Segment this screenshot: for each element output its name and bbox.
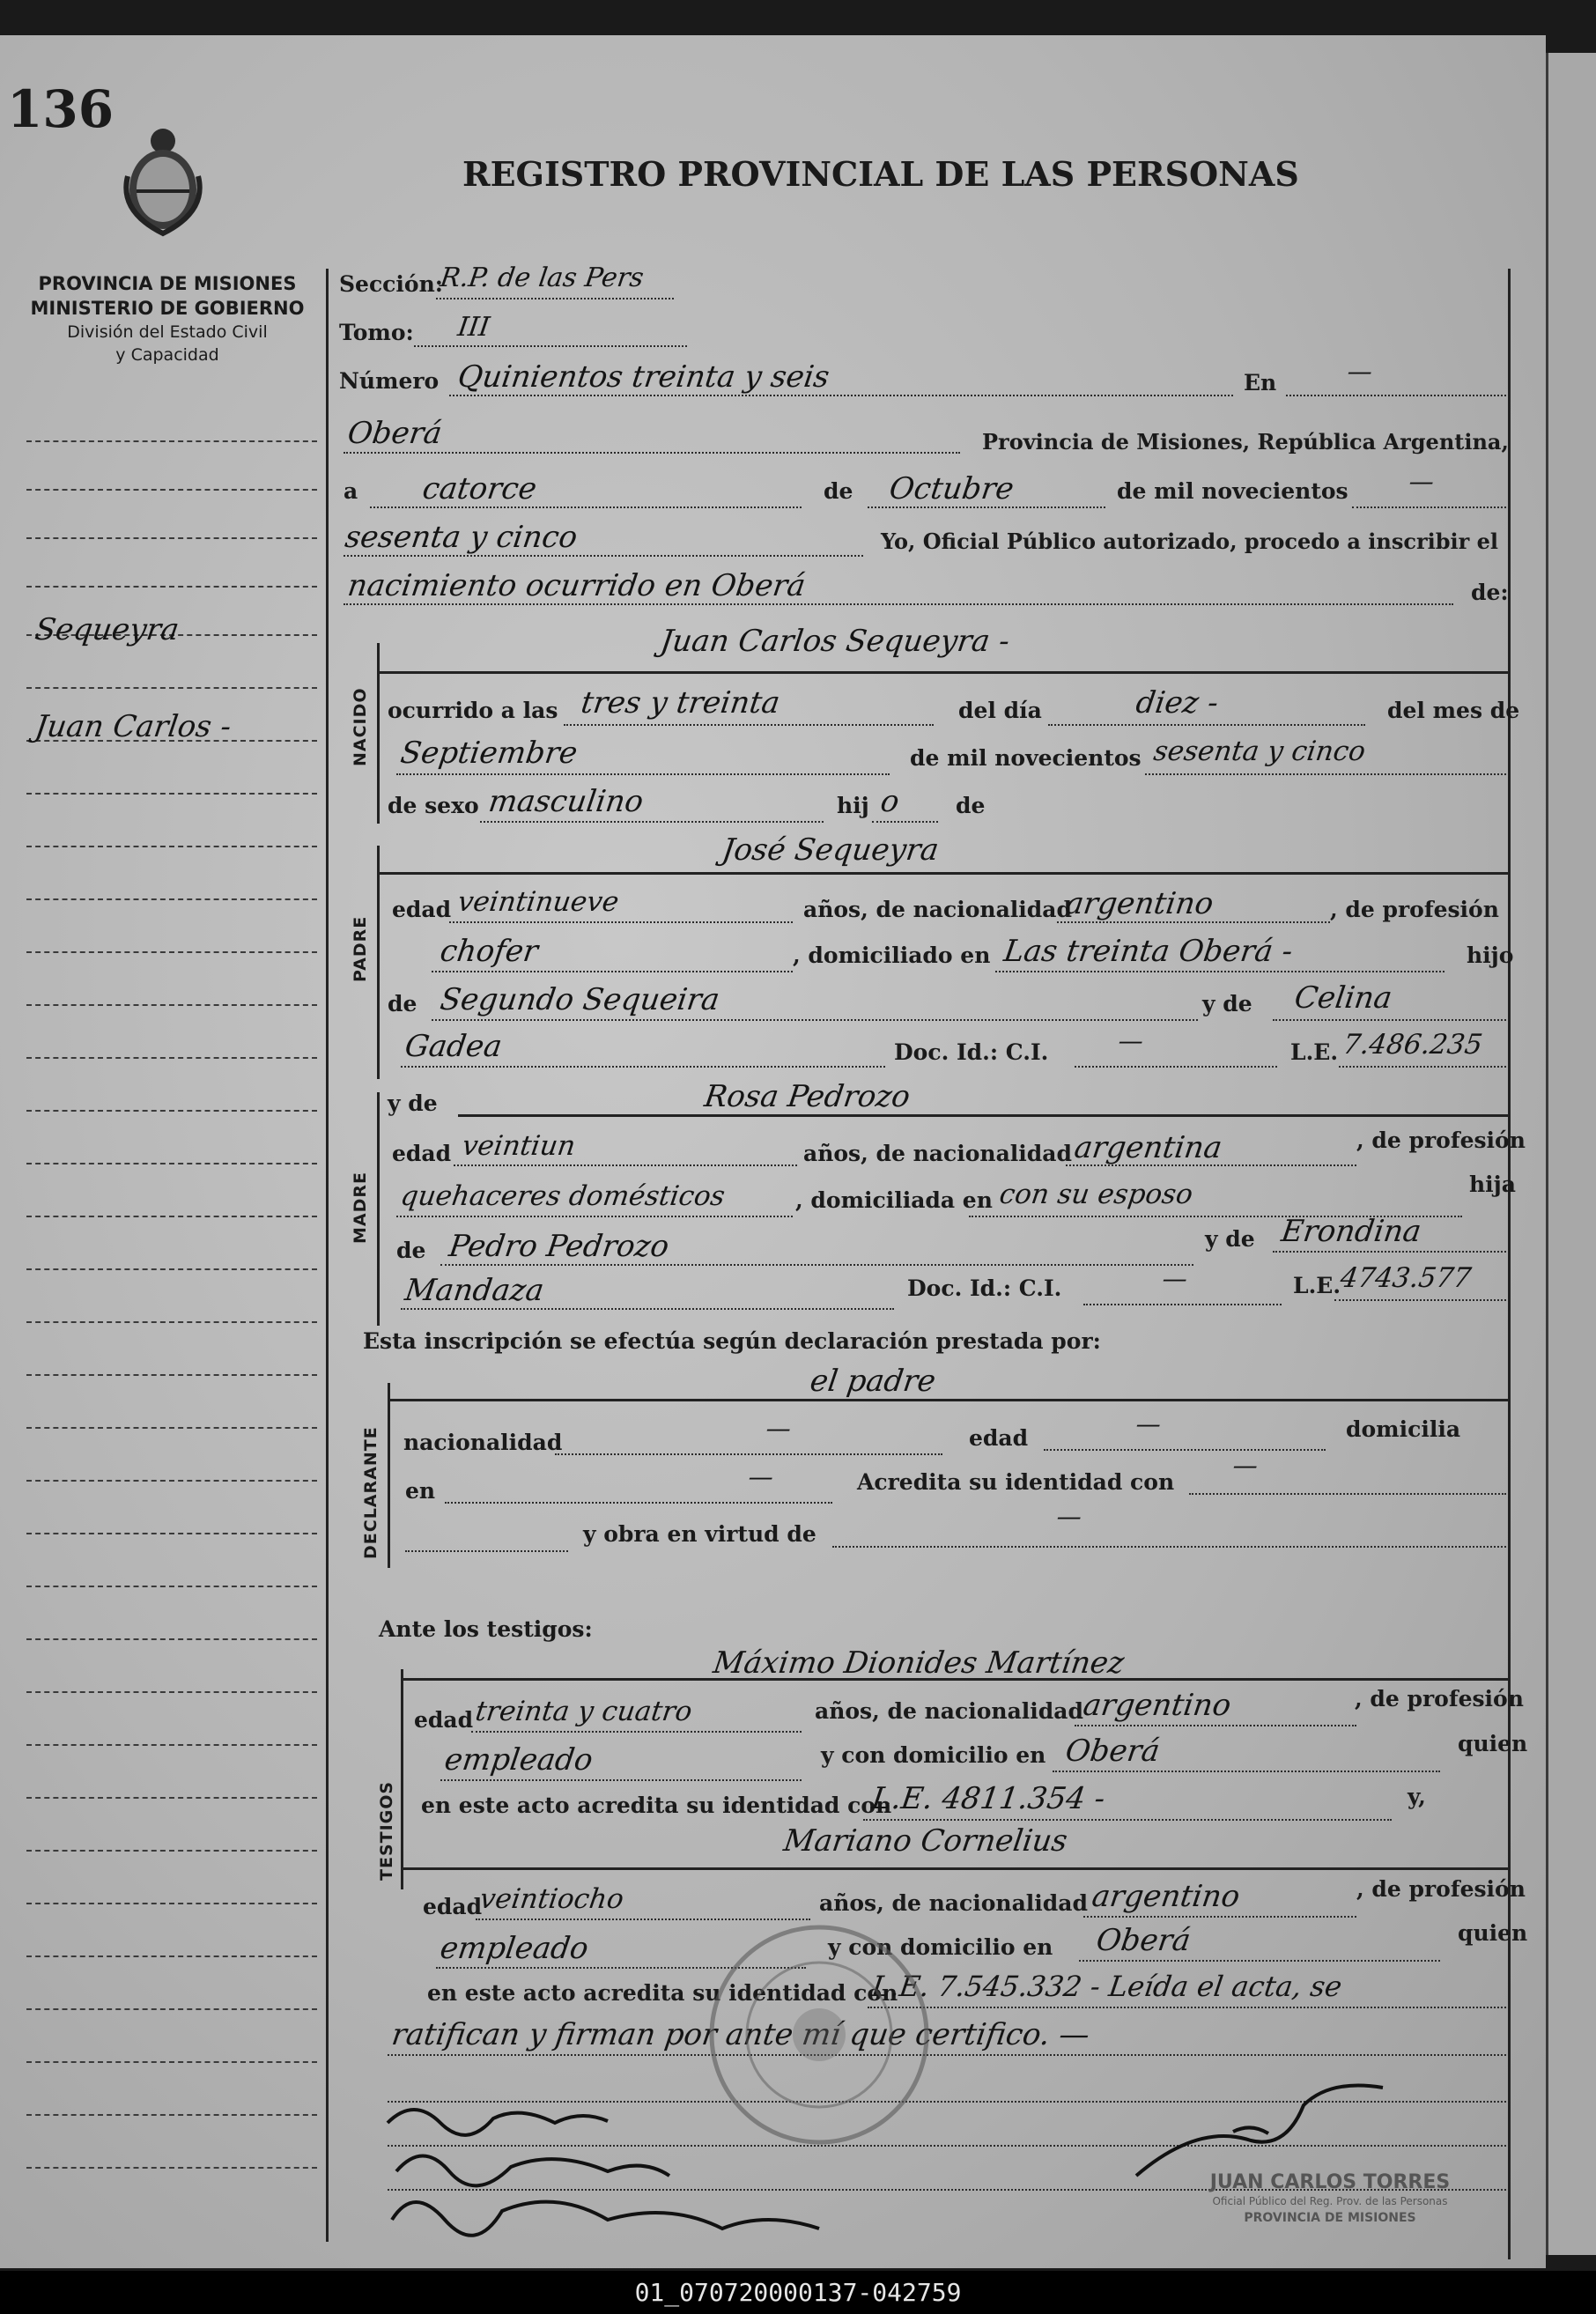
testigo1-acredita-label: en este acto acredita su identidad con (421, 1793, 892, 1818)
hora-value: tres y treinta (579, 685, 782, 721)
act-value: nacimiento ocurrido en Oberá (345, 568, 808, 603)
en-label: En (1244, 370, 1277, 396)
madre-de-label: de (396, 1238, 426, 1263)
madre-mother-value: Erondina (1279, 1214, 1424, 1249)
testigo2-acredita-label: en este acto acredita su identidad con (427, 1980, 898, 2006)
madre-section-label: MADRE (351, 1172, 370, 1244)
padre-hijo-label: hijo (1467, 943, 1514, 968)
dia-value: diez - (1134, 685, 1221, 721)
sexo-value: masculino (486, 784, 646, 819)
madre-le-value: 4743.577 (1338, 1262, 1474, 1294)
hij-label: hij (837, 793, 869, 818)
a-label: a (344, 478, 358, 504)
margin-given-name: Juan Carlos - (33, 709, 233, 744)
sexo-label: de sexo (388, 793, 479, 818)
numero-label: Número (339, 368, 440, 394)
testigo1-name: Máximo Dionides Martínez (711, 1645, 1127, 1681)
padre-father-value: Segundo Sequeira (438, 982, 722, 1017)
padre-name: José Sequeyra (720, 832, 942, 868)
padre-le-value: 7.486.235 (1341, 1029, 1485, 1061)
coat-of-arms-seal (115, 123, 211, 238)
document-title: REGISTRO PROVINCIAL DE LAS PERSONAS (462, 154, 1299, 194)
padre-doc-label: Doc. Id.: C.I. (894, 1039, 1049, 1065)
declarante-obra-value: — (1054, 1502, 1084, 1531)
madre-prof-value: quehaceres domésticos (398, 1180, 728, 1212)
padre-dom-label: , domiciliado en (793, 943, 991, 968)
officer-role: Oficial Público del Reg. Prov. de las Personas (1212, 2195, 1448, 2207)
margin-surname: Sequeyra (33, 612, 181, 647)
de2-label: de: (1471, 580, 1509, 605)
madre-hija-label: hija (1469, 1172, 1516, 1197)
testigo2-edad-value: veintiocho (477, 1883, 626, 1915)
testigo2-acredita-value: L.E. 7.545.332 - Leída el acta, se (869, 1970, 1344, 2003)
testigo1-prof-value: empleado (442, 1742, 595, 1778)
en-value: — (1345, 357, 1375, 386)
mes-label: del mes de (1387, 698, 1520, 723)
madre-nac-value: argentina (1072, 1130, 1224, 1165)
inscribir-label: Yo, Oficial Público autorizado, procedo a inscribir el (881, 529, 1499, 554)
testigo1-dom-label: y con domicilio en (821, 1742, 1046, 1768)
testigo1-dom-value: Oberá (1063, 1734, 1163, 1769)
tomo-label: Tomo: (339, 320, 414, 345)
dia-label: del día (958, 698, 1042, 723)
provincia-label: Provincia de Misiones, República Argentina, (982, 429, 1509, 455)
page-number: 136 (7, 79, 115, 139)
madre-edad-label: edad (392, 1141, 452, 1166)
madre-name: Rosa Pedrozo (702, 1079, 913, 1114)
testigo2-nac-value: argentino (1090, 1879, 1243, 1914)
testigo1-prof-label: , de profesión (1355, 1686, 1524, 1711)
testigo2-dom-label: y con domicilio en (828, 1934, 1053, 1960)
nacido-de-label: de (956, 793, 986, 818)
padre-nac-label: años, de nacionalidad (803, 897, 1072, 922)
declaracion-label: Esta inscripción se efectúa según declaración prestada por: (363, 1328, 1101, 1354)
testigo2-nac-label: años, de nacionalidad (819, 1890, 1088, 1916)
padre-prof-value: chofer (438, 934, 541, 969)
testigos-section-label: TESTIGOS (377, 1780, 396, 1881)
madre-mother2-value: Mandaza (403, 1273, 547, 1308)
padre-edad-label: edad (392, 897, 452, 922)
month-value: Octubre (887, 471, 1016, 506)
padre-nac-value: argentino (1063, 886, 1216, 921)
declarante-obra-label: y obra en virtud de (583, 1521, 816, 1547)
testigo2-name: Mariano Cornelius (781, 1823, 1070, 1859)
padre-mother-value: Celina (1292, 980, 1394, 1016)
testigo2-prof-value: empleado (438, 1931, 591, 1966)
madre-nac-label: años, de nacionalidad (803, 1141, 1072, 1166)
nacido-name: Juan Carlos Sequeyra - (658, 624, 1012, 659)
office-line-4: y Capacidad (115, 345, 219, 365)
testigo1-y-label: y, (1408, 1784, 1426, 1809)
madre-prof-label: , de profesión (1356, 1127, 1526, 1153)
declarante-acredita-value: — (1230, 1451, 1260, 1480)
padre-yde-label: y de (1202, 991, 1252, 1017)
padre-section-label: PADRE (351, 915, 370, 982)
declarante-en-value: — (746, 1462, 776, 1491)
office-line-1: PROVINCIA DE MISIONES (38, 273, 297, 294)
testigo1-nac-label: años, de nacionalidad (815, 1698, 1083, 1724)
madre-dom-value: con su esposo (997, 1179, 1195, 1210)
office-line-2: MINISTERIO DE GOBIERNO (30, 298, 305, 319)
testigo1-edad-label: edad (414, 1707, 474, 1733)
seccion-label: Sección: (339, 271, 443, 297)
testigo1-acredita-value: L.E. 4811.354 - (869, 1781, 1108, 1816)
day-value: catorce (420, 471, 539, 506)
madre-dom-label: , domiciliada en (795, 1187, 993, 1213)
madre-doc-value: — (1160, 1264, 1190, 1293)
declarante-nac-value: — (764, 1414, 794, 1443)
officer-name: JUAN CARLOS TORRES (1209, 2171, 1451, 2193)
declarante-edad-value: — (1134, 1409, 1164, 1438)
padre-dom-value: Las treinta Oberá - (1001, 934, 1296, 969)
testigo2-quien-label: quien (1458, 1920, 1528, 1946)
officer-province: PROVINCIA DE MISIONES (1244, 2211, 1416, 2225)
witness-signatures (379, 2088, 872, 2255)
closing-statement: ratifican y firman por ante mí que certifico. — (389, 2017, 1092, 2052)
mes-value: Septiembre (398, 736, 580, 771)
seccion-value: R.P. de las Pers (438, 262, 647, 293)
file-caption: 01_070720000137-042759 (0, 2271, 1596, 2314)
mil-label: de mil novecientos (1117, 478, 1348, 504)
year-value: sesenta y cinco (343, 520, 580, 555)
ocurrido-label: ocurrido a las (388, 698, 558, 723)
madre-doc-label: Doc. Id.: C.I. (907, 1275, 1062, 1301)
padre-edad-value: veintinueve (455, 886, 621, 918)
padre-le-label: L.E. (1290, 1039, 1339, 1065)
declarante-section-label: DECLARANTE (361, 1426, 381, 1559)
testigo1-edad-value: treinta y cuatro (473, 1696, 694, 1727)
declarante-en-label: en (405, 1478, 436, 1504)
declarante-acredita-label: Acredita su identidad con (857, 1469, 1175, 1495)
testigos-label: Ante los testigos: (379, 1616, 593, 1642)
adjacent-page-edge (1546, 53, 1596, 2255)
nacido-section-label: NACIDO (351, 687, 370, 766)
padre-doc-value: — (1116, 1026, 1146, 1055)
padre-mother2-value: Gadea (403, 1029, 505, 1064)
madre-edad-value: veintiun (460, 1130, 578, 1162)
declarante-domicilia-label: domicilia (1346, 1416, 1461, 1442)
place-value: Oberá (345, 416, 445, 451)
de-label: de (824, 478, 853, 504)
testigo1-nac-value: argentino (1081, 1688, 1234, 1723)
testigo1-quien-label: quien (1458, 1731, 1528, 1756)
padre-prof-label: , de profesión (1330, 897, 1499, 922)
declarante-name: el padre (808, 1364, 938, 1399)
anio-value: sesenta y cinco (1151, 736, 1368, 767)
mil-value: — (1407, 467, 1437, 496)
document-page (0, 35, 1546, 2268)
office-line-3: División del Estado Civil (67, 322, 268, 342)
anio-label: de mil novecientos (910, 745, 1142, 771)
tomo-value: III (455, 312, 492, 343)
declarante-edad-label: edad (969, 1425, 1029, 1451)
hij-value: o (878, 784, 902, 819)
testigo2-edad-label: edad (423, 1894, 483, 1919)
testigo2-prof-label: , de profesión (1356, 1876, 1526, 1902)
madre-yde-label: y de (388, 1090, 438, 1116)
madre-father-value: Pedro Pedrozo (447, 1229, 671, 1264)
madre-le-label: L.E. (1293, 1273, 1341, 1298)
testigo2-dom-value: Oberá (1094, 1923, 1193, 1958)
numero-value: Quinientos treinta y seis (455, 359, 832, 395)
declarante-nac-label: nacionalidad (403, 1430, 563, 1455)
madre-yde2-label: y de (1205, 1226, 1255, 1252)
padre-de-label: de (388, 991, 417, 1017)
